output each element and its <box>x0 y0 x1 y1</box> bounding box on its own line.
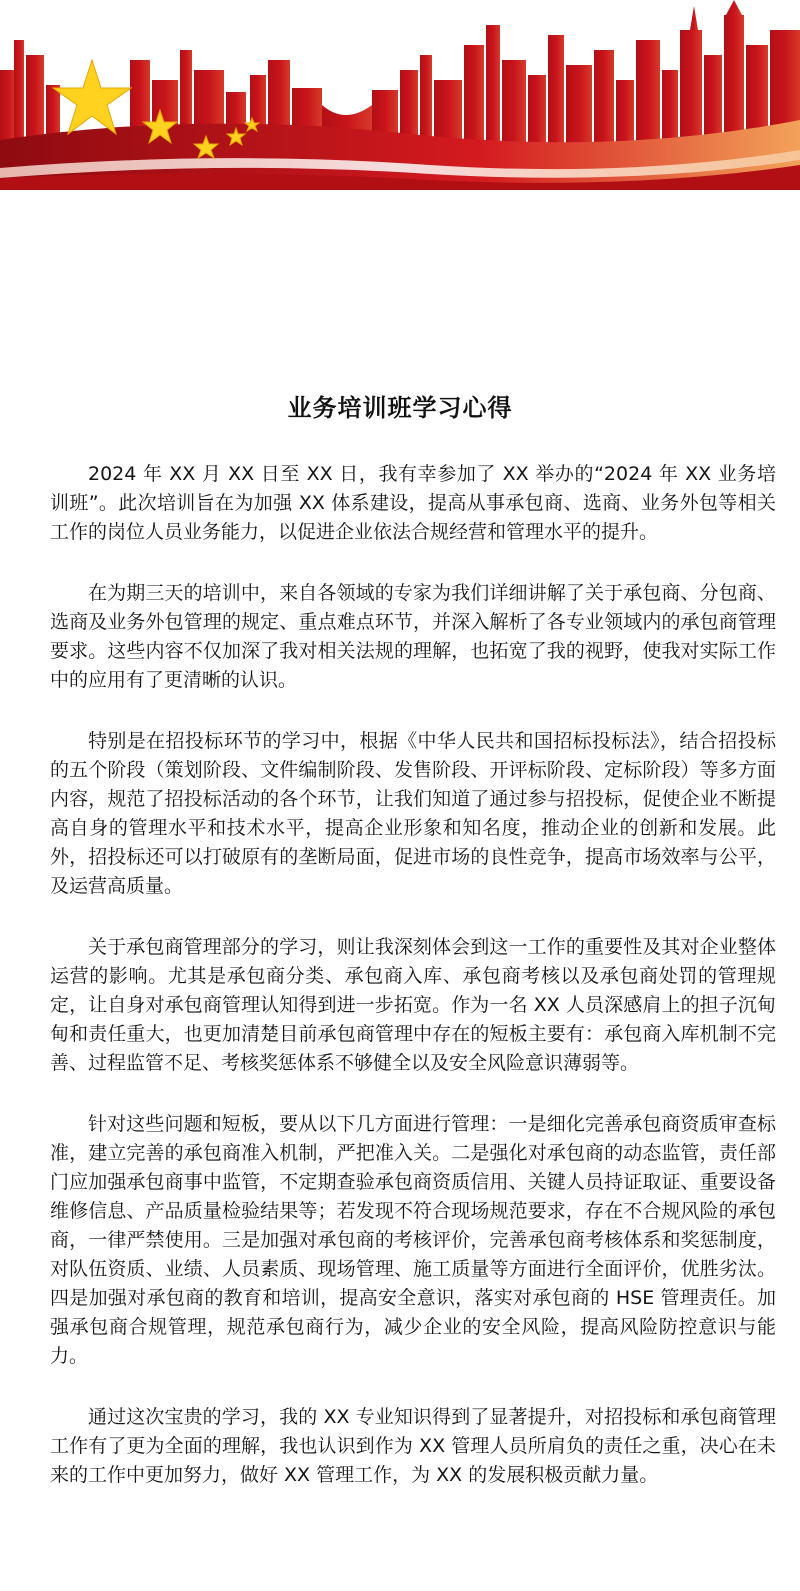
paragraph: 2024 年 XX 月 XX 日至 XX 日，我有幸参加了 XX 举办的“2024 年 XX 业务培训班”。此次培训旨在为加强 XX 体系建设，提高从事承包商、选商、业务外包等相关工作的岗位人员业务能力，以促进企业依法合规经营和管理水平的提升。 <box>50 463 776 543</box>
paragraph: 在为期三天的培训中，来自各领域的专家为我们详细讲解了关于承包商、分包商、选商及业务外包管理的规定、重点难点环节，并深入解析了各专业领域内的承包商管理要求。这些内容不仅加深了我对相关法规的理解，也拓宽了我的视野，使我对实际工作中的应用有了更清晰的认识。 <box>50 582 776 691</box>
document-title: 业务培训班学习心得 <box>287 394 513 422</box>
paragraph: 特别是在招投标环节的学习中，根据《中华人民共和国招标投标法》，结合招投标的五个阶段（策划阶段、文件编制阶段、发售阶段、开评标阶段、定标阶段）等多方面内容，规范了招投标活动的各个环节，让我们知道了通过参与招投标，促使企业不断提高自身的管理水平和技术水平，提高企业形象和知名度，推动企业的创新和发展。此外，招投标还可以打破原有的垄断局面，促进市场的良性竞争，提高市场效率与公平，及运营高质量。 <box>50 730 776 897</box>
document-body <box>50 460 776 1522</box>
header-banner <box>0 0 800 190</box>
paragraph: 针对这些问题和短板，要从以下几方面进行管理：一是细化完善承包商资质审查标准，建立完善的承包商准入机制，严把准入关。二是强化对承包商的动态监管，责任部门应加强承包商事中监管，不定期查验承包商资质信用、关键人员持证取证、重要设备维修信息、产品质量检验结果等；若发现不符合现场规范要求，存在不合规风险的承包商，一律严禁使用。三是加强对承包商的考核评价，完善承包商考核体系和奖惩制度，对队伍资质、业绩、人员素质、现场管理、施工质量等方面进行全面评价，优胜劣汰。四是加强对承包商的教育和培训，提高安全意识，落实对承包商的 HSE 管理责任。加强承包商合规管理，规范承包商行为，减少企业的安全风险，提高风险防控意识与能力。 <box>50 1113 776 1367</box>
city-skyline-banner <box>0 0 800 190</box>
paragraph: 通过这次宝贵的学习，我的 XX 专业知识得到了显著提升，对招投标和承包商管理工作有了更为全面的理解，我也认识到作为 XX 管理人员所肩负的责任之重，决心在未来的工作中更加努力，做好 XX 管理工作，为 XX 的发展积极贡献力量。 <box>50 1406 776 1486</box>
large-star-icon <box>53 60 131 134</box>
paragraph: 关于承包商管理部分的学习，则让我深刻体会到这一工作的重要性及其对企业整体运营的影响。尤其是承包商分类、承包商入库、承包商考核以及承包商处罚的管理规定，让自身对承包商管理认知得到进一步拓宽。作为一名 XX 人员深感肩上的担子沉甸甸和责任重大，也更加清楚目前承包商管理中存在的短板主要有：承包商入库机制不完善、过程监管不足、考核奖惩体系不够健全以及安全风险意识薄弱等。 <box>50 936 776 1074</box>
